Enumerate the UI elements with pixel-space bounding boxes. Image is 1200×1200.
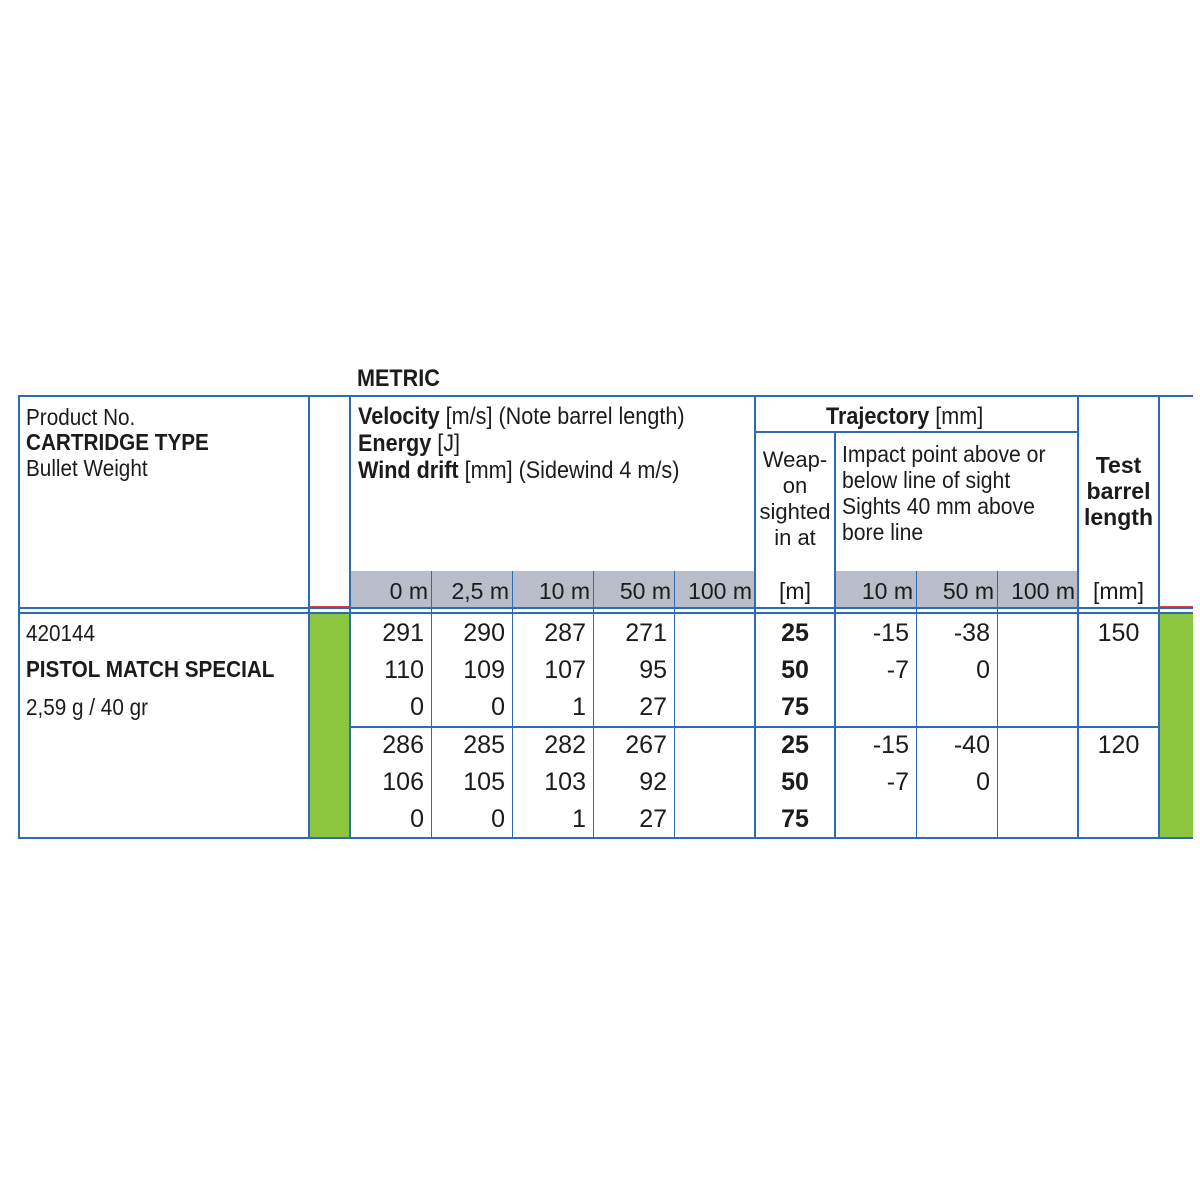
trajectory-distance-label: 50 m [942,578,994,604]
test-barrel-heading [1079,452,1158,530]
velocity-value: 285 [463,731,505,759]
energy-value: 110 [384,656,424,684]
velocity-value: 291 [382,619,424,647]
impact-point-line: Sights 40 mm above [842,493,1035,519]
trajectory-distance-label: 10 m [861,578,913,604]
table-top-rule [19,395,1193,397]
product-weight: 2,59 g / 40 gr [26,694,148,720]
velocity-value: 267 [625,731,667,759]
velocity-value: 287 [544,619,586,647]
velocity-value: 271 [625,619,667,647]
weapon-sighted-line: sighted [759,499,831,524]
barrel-unit: [mm] [1092,578,1145,604]
table-left-rule [18,395,20,839]
distance-label: 100 m [688,578,752,604]
wind-drift-value: 0 [491,805,505,833]
energy-label: Energy [358,430,432,457]
product-name: PISTOL MATCH SPECIAL [26,656,275,682]
col-rule-barrel-end [1158,395,1160,839]
wind-drift-value: 0 [410,805,424,833]
sighted-in-value: 50 [781,768,809,796]
trajectory-value: -40 [953,731,990,759]
distance-label: 2,5 m [451,578,509,604]
left-green-band [309,613,351,838]
wind-drift-label: Wind drift [358,457,459,484]
trajectory-value: -7 [886,768,909,796]
sighted-in-value: 50 [781,656,809,684]
weapon-sighted-line: on [782,473,808,498]
weapon-sighted-heading [756,447,834,551]
barrel-length-value: 120 [1097,731,1140,759]
trajectory-label: Trajectory [826,403,930,430]
test-barrel-line: barrel [1086,478,1151,504]
energy-unit: [J] [431,430,461,457]
wind-drift-value: 1 [572,805,586,833]
trajectory-sub-rule [755,431,1078,433]
header-bottom-rule-2 [19,612,1193,614]
energy-value: 105 [463,768,505,796]
energy-value: 92 [639,768,667,796]
trajectory-value: -15 [872,619,909,647]
wind-drift-heading [358,458,679,484]
energy-value: 109 [463,656,505,684]
sighted-in-value: 75 [781,693,809,721]
cartridge-type-label: CARTRIDGE TYPE [26,429,209,455]
product-number: 420144 [26,620,96,646]
distance-label: 0 m [389,578,428,604]
wind-drift-value: 1 [572,693,586,721]
trajectory-value: -38 [953,619,990,647]
wind-drift-value: 27 [639,693,667,721]
impact-point-line: Impact point above or [842,441,1046,467]
trajectory-value: -7 [886,656,909,684]
col-rule-v3 [593,571,594,839]
test-barrel-line: Test [1095,452,1142,478]
trajectory-value: 0 [976,768,990,796]
impact-point-line: below line of sight [842,467,1011,493]
sighted-in-value: 25 [781,619,809,647]
trajectory-value: -15 [872,731,909,759]
sighted-in-value: 75 [781,805,809,833]
sighted-unit: [m] [779,578,811,604]
distance-label: 10 m [538,578,590,604]
energy-heading [358,431,460,457]
velocity-unit-note: [m/s] (Note barrel length) [439,403,685,430]
energy-value: 95 [639,656,667,684]
velocity-value: 282 [544,731,586,759]
barrel-length-value: 150 [1097,619,1140,647]
col-rule-v1 [431,571,432,839]
sighted-in-value: 25 [781,731,809,759]
section-title: METRIC [357,365,440,392]
test-barrel-line: length [1084,504,1153,530]
trajectory-value: 0 [976,656,990,684]
impact-point-heading [842,441,1045,545]
trajectory-heading [826,404,983,430]
col-rule-v4 [674,571,675,839]
col-rule-spacer [349,395,351,839]
wind-drift-value: 0 [491,693,505,721]
right-green-band [1159,613,1193,838]
col-rule-t2 [997,571,998,839]
wind-drift-value: 27 [639,805,667,833]
impact-point-line: bore line [842,519,924,545]
col-rule-sighted-end [834,431,836,839]
velocity-label: Velocity [358,403,440,430]
trajectory-unit: [mm] [929,403,984,430]
energy-value: 107 [544,656,586,684]
weapon-sighted-line: in at [774,525,816,550]
energy-value: 103 [544,768,586,796]
velocity-heading [358,404,685,430]
distance-label: 50 m [619,578,671,604]
table-bottom-rule [19,837,1193,839]
col-rule-product [308,395,310,839]
col-rule-v2 [512,571,513,839]
wind-drift-note: [mm] (Sidewind 4 m/s) [458,457,680,484]
wind-drift-value: 0 [410,693,424,721]
bullet-weight-label: Bullet Weight [26,455,148,481]
product-no-label: Product No. [26,404,136,430]
trajectory-distance-label: 100 m [1011,578,1075,604]
col-rule-t1 [916,571,917,839]
weapon-sighted-line: Weap- [762,447,828,472]
energy-value: 106 [382,768,424,796]
velocity-value: 290 [463,619,505,647]
velocity-value: 286 [382,731,424,759]
